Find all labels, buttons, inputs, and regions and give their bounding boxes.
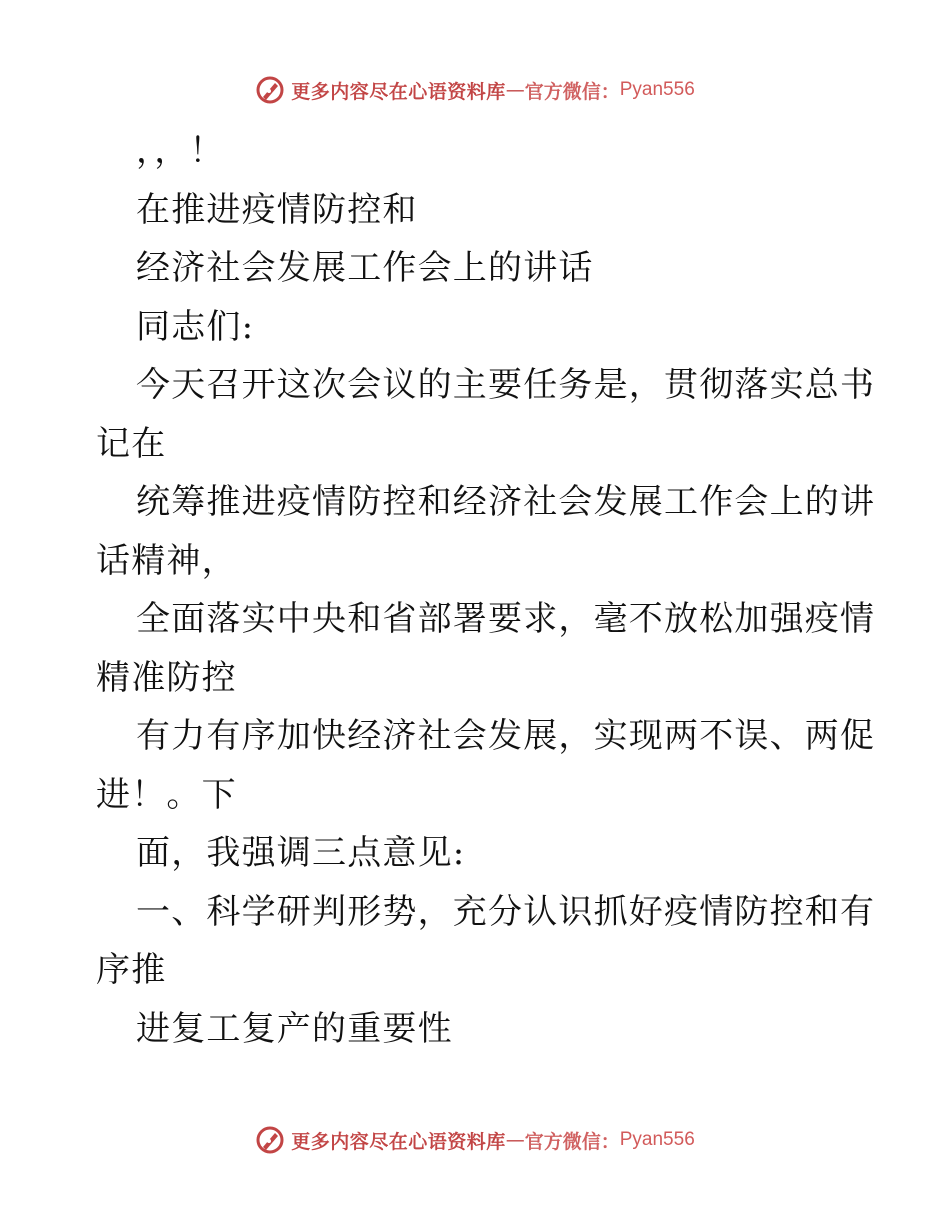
document-body bbox=[96, 122, 876, 1058]
watermark-wechat-id: Pyan556 bbox=[619, 79, 695, 100]
text-line: 进！。下 bbox=[96, 774, 237, 815]
watermark-wechat-id: Pyan556 bbox=[619, 1129, 695, 1150]
watermark-wechat-label: 官方微信： bbox=[524, 1130, 620, 1153]
watermark-dash: — bbox=[505, 79, 525, 101]
text-line: 话精神， bbox=[96, 540, 237, 581]
watermark-dash: — bbox=[505, 1129, 525, 1151]
text-line: 精准防控 bbox=[96, 657, 237, 698]
text-line: 记在 bbox=[96, 423, 167, 464]
header-watermark bbox=[0, 70, 950, 110]
text-line: ，，！ bbox=[136, 131, 225, 171]
pen-logo-icon bbox=[255, 1125, 285, 1155]
watermark-wechat-label: 官方微信： bbox=[524, 80, 620, 103]
text-line: 进复工复产的重要性 bbox=[136, 1008, 453, 1049]
text-line: 全面落实中央和省部署要求，毫不放松加强疫情 bbox=[136, 599, 876, 639]
text-line: 经济社会发展工作会上的讲话 bbox=[136, 248, 594, 288]
footer-watermark bbox=[0, 1120, 950, 1160]
watermark-main-text: 更多内容尽在心语资料库 bbox=[291, 1130, 506, 1153]
text-line: 有力有序加快经济社会发展，实现两不误、两促 bbox=[136, 716, 876, 756]
text-line: 面，我强调三点意见: bbox=[136, 833, 466, 873]
text-line: 在推进疫情防控和 bbox=[136, 189, 418, 230]
watermark-main-text: 更多内容尽在心语资料库 bbox=[291, 80, 506, 103]
text-line: 一、科学研判形势，充分认识抓好疫情防控和有 bbox=[136, 891, 876, 932]
text-line: 统筹推进疫情防控和经济社会发展工作会上的讲 bbox=[136, 482, 876, 522]
text-line: 序推 bbox=[96, 950, 167, 990]
text-line: 今天召开这次会议的主要任务是，贯彻落实总书 bbox=[136, 365, 876, 405]
text-line: 同志们: bbox=[136, 306, 255, 347]
pen-logo-icon bbox=[255, 75, 285, 105]
